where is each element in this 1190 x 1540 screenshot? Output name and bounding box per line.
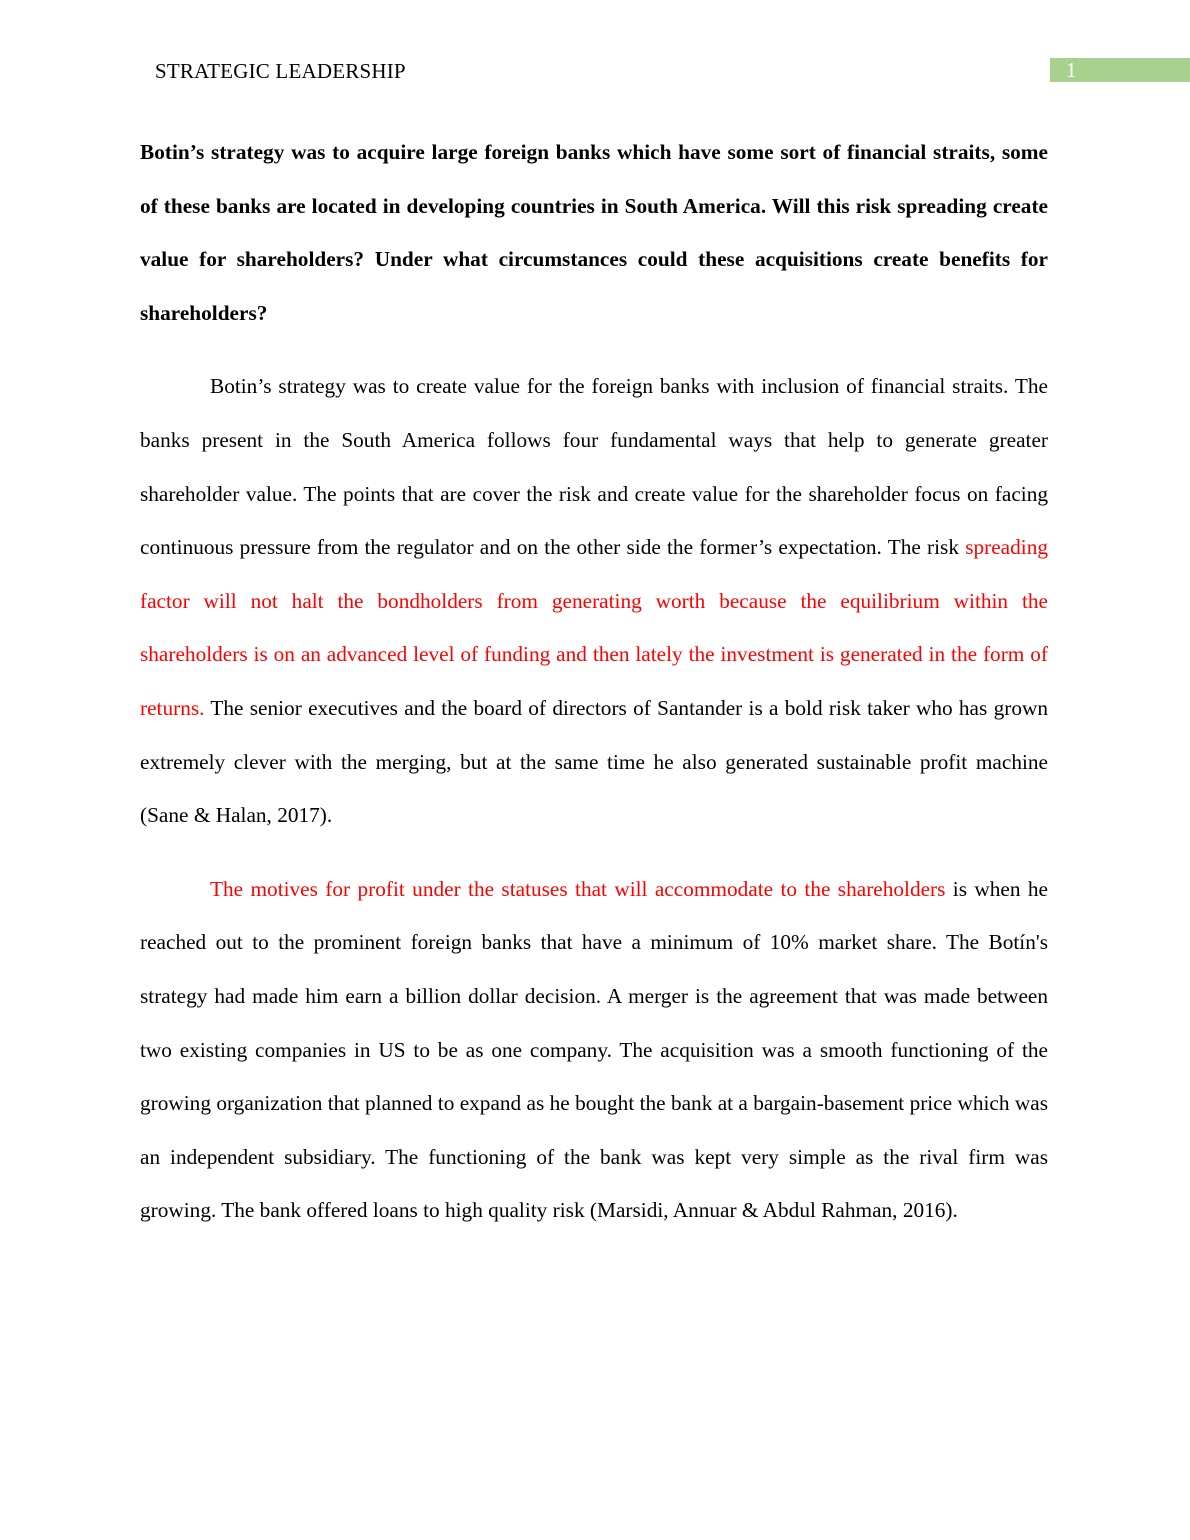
document-body (140, 126, 1048, 1258)
running-header-title: STRATEGIC LEADERSHIP (155, 59, 406, 83)
paragraph-1-text-end: The senior executives and the board of directors of Santander is a bold risk taker who has grown extremely clever with the merging, but at the same time he also generated sustainable profit machine (Sane & Halan, 2017). (140, 695, 1048, 828)
body-paragraph-2 (140, 863, 1048, 1238)
paragraph-2-text: is when he reached out to the prominent foreign banks that have a minimum of 10% market share. The Botín's strategy had made him earn a billion dollar decision. A merger is the agreement that was made between two existing companies in US to be as one company. The acquisition was a smooth functioning of the growing organization that planned to expand as he bought the bank at a bargain-basement price which was an independent subsidiary. The functioning of the bank was kept very simple as the rival firm was growing. The bank offered loans to high quality risk (Marsidi, Annuar & Abdul Rahman, 2016). (140, 876, 1048, 1223)
paragraph-1-highlighted-text: spreading factor will not halt the bondholders from generating worth because the equilibrium within the shareholders is on an advanced level of funding and then lately the investment is generated in the form of returns. (140, 535, 1048, 720)
page-number: 1 (1066, 58, 1077, 82)
paragraph-2-highlighted-text: The motives for profit under the statuses that will accommodate to the shareholders (210, 876, 946, 901)
paragraph-1-text-start: Botin’s strategy was to create value for the foreign banks with inclusion of financial straits. The banks present in the South America follows four fundamental ways that help to generate greater shareholder value. The points that are cover the risk and create value for the shareholder focus on facing continuous pressure from the regulator and on the other side the former’s expectation. The risk (140, 374, 1048, 560)
page-number-bar (1050, 58, 1190, 82)
question-paragraph: Botin’s strategy was to acquire large foreign banks which have some sort of financial straits, some of these banks are located in developing countries in South America. Will this risk spreading create value for shareholders? Under what circumstances could these acquisitions create benefits for shareholders? (140, 140, 1048, 325)
body-paragraph-1 (140, 360, 1048, 842)
